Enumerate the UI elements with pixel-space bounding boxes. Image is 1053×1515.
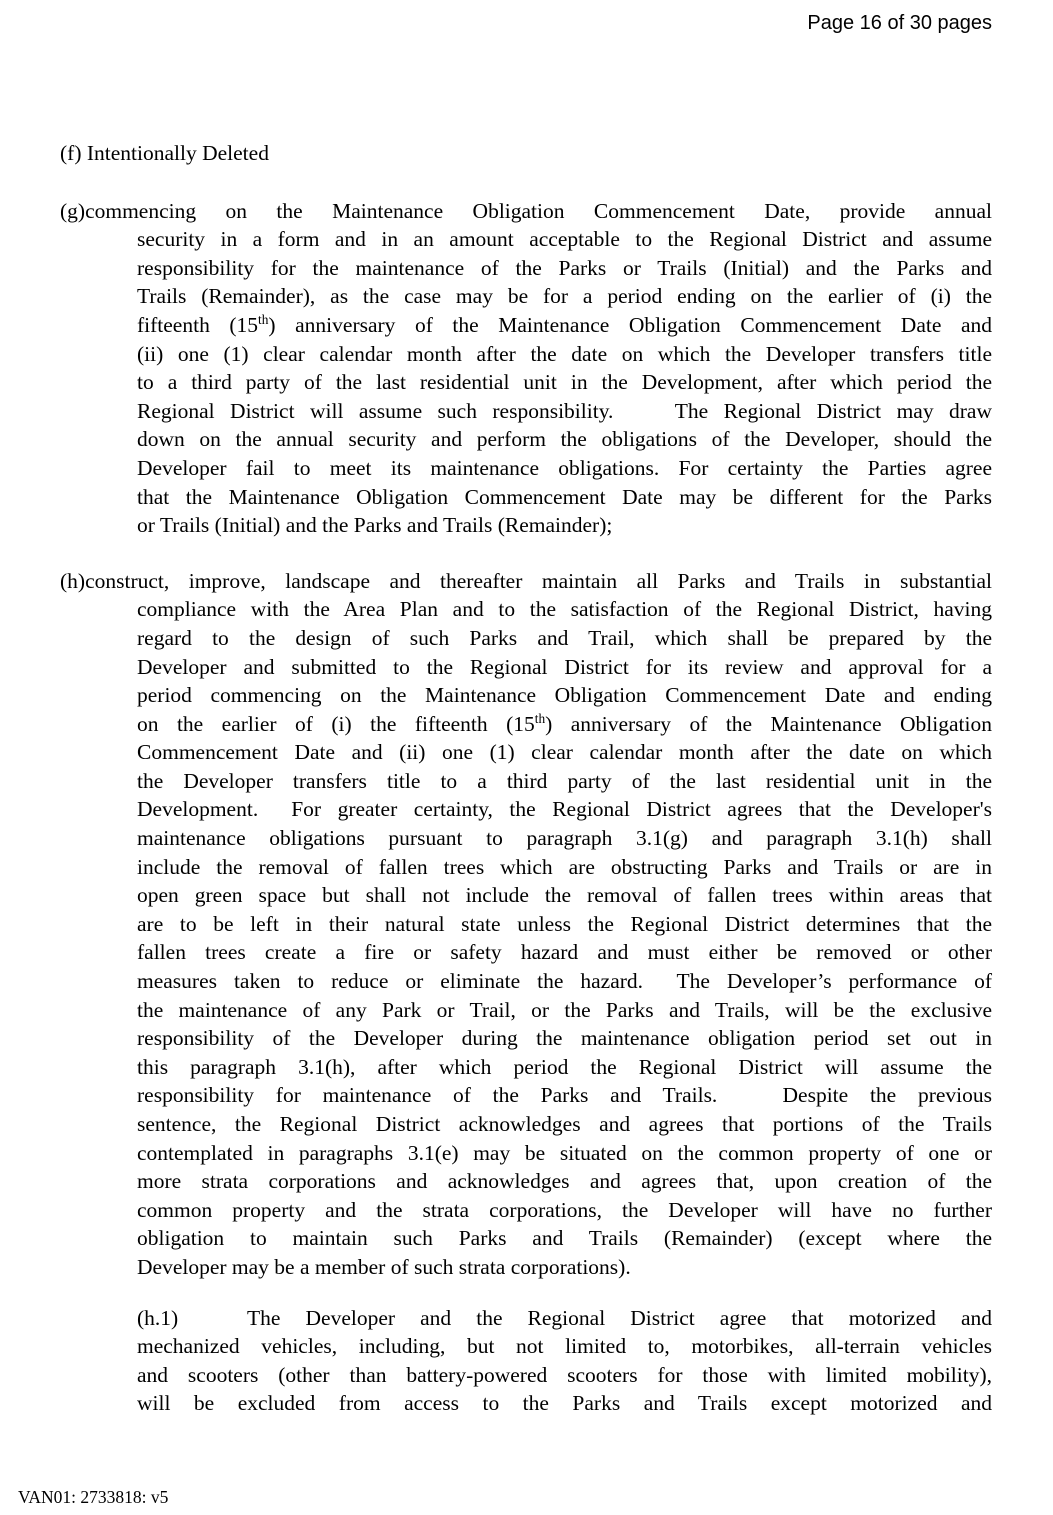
text-line: open green space but shall not include the removal of fallen trees within areas that <box>137 883 992 908</box>
text-line: Developer fail to meet its maintenance obligations. For certainty the Parties agree <box>137 455 992 480</box>
text-line: Developer and submitted to the Regional District for its review and approval for a <box>137 654 992 679</box>
text-line: Commencement Date and (ii) one (1) clear calendar month after the date on which <box>137 740 992 765</box>
text-line: that the Maintenance Obligation Commencement Date may be different for the Parks <box>137 484 992 509</box>
paragraph-h1 <box>60 1304 992 1418</box>
text-line: (ii) one (1) clear calendar month after the date on which the Developer transfers title <box>137 341 992 366</box>
page-footer <box>18 1487 168 1508</box>
text-line: common property and the strata corporations, the Developer will have no further <box>137 1197 992 1222</box>
text-line: and scooters (other than battery-powered scooters for those with limited mobility), <box>137 1362 992 1387</box>
paragraph-g <box>60 197 992 540</box>
text-line: measures taken to reduce or eliminate the hazard. The Developer’s performance of <box>137 969 992 994</box>
text-line: (f) Intentionally Deleted <box>60 141 269 165</box>
text-line: will be excluded from access to the Parks and Trails except motorized and <box>137 1391 992 1416</box>
text-line: maintenance obligations pursuant to paragraph 3.1(g) and paragraph 3.1(h) shall <box>137 826 992 851</box>
text-line: Developer may be a member of such strata corporations). <box>137 1254 631 1279</box>
text-line: this paragraph 3.1(h), after which period the Regional District will assume the <box>137 1054 992 1079</box>
text-line: on the earlier of (i) the fifteenth (15th) anniversary of the Maintenance Obligation <box>137 710 992 736</box>
paragraph-f <box>60 139 992 168</box>
text-line: compliance with the Area Plan and to the satisfaction of the Regional District, having <box>137 597 992 622</box>
paragraph-h <box>60 567 992 1282</box>
page-header <box>807 12 992 35</box>
text-line: sentence, the Regional District acknowledges and agrees that portions of the Trails <box>137 1112 992 1136</box>
page-number-label: Page 16 of 30 pages <box>807 12 992 34</box>
text-line: the Developer transfers title to a third party of the last residential unit in the <box>137 768 992 793</box>
text-line: (g)commencing on the Maintenance Obligation Commencement Date, provide annual <box>60 198 992 223</box>
text-line: include the removal of fallen trees which are obstructing Parks and Trails or are in <box>137 854 992 879</box>
text-line: period commencing on the Maintenance Obligation Commencement Date and ending <box>137 683 992 708</box>
text-line: (h)construct, improve, landscape and thereafter maintain all Parks and Trails in substantial <box>60 568 992 593</box>
text-line: are to be left in their natural state unless the Regional District determines that the <box>137 911 992 936</box>
text-line: or Trails (Initial) and the Parks and Trails (Remainder); <box>137 513 613 538</box>
text-line: down on the annual security and perform the obligations of the Developer, should the <box>137 427 992 452</box>
text-line: responsibility for the maintenance of the Parks or Trails (Initial) and the Parks and <box>137 255 992 280</box>
superscript-ordinal: th <box>534 710 546 726</box>
superscript-ordinal: th <box>258 311 269 327</box>
text-line: Regional District will assume such responsibility. The Regional District may draw <box>137 398 992 423</box>
text-line: contemplated in paragraphs 3.1(e) may be situated on the common property of one or <box>137 1140 992 1165</box>
text-line: responsibility for maintenance of the Parks and Trails. Despite the previous <box>137 1083 992 1108</box>
text-line: security in a form and in an amount acceptable to the Regional District and assume <box>137 227 992 252</box>
text-line: more strata corporations and acknowledges and agrees that, upon creation of the <box>137 1169 992 1194</box>
document-body <box>60 139 992 1418</box>
text-line: Development. For greater certainty, the Regional District agrees that the Developer's <box>137 797 992 822</box>
text-line: to a third party of the last residential unit in the Development, after which period the <box>137 370 992 395</box>
text-line: Trails (Remainder), as the case may be for a period ending on the earlier of (i) the <box>137 284 992 309</box>
text-line: fallen trees create a fire or safety hazard and must either be removed or other <box>137 940 992 965</box>
text-line: obligation to maintain such Parks and Trails (Remainder) (except where the <box>137 1226 992 1251</box>
text-line: responsibility of the Developer during the maintenance obligation period set out in <box>137 1026 992 1051</box>
subparagraph-label: (h.1) <box>137 1305 179 1330</box>
text-line: regard to the design of such Parks and Trail, which shall be prepared by the <box>137 625 992 650</box>
text-line: fifteenth (15th) anniversary of the Maintenance Obligation Commencement Date and <box>137 311 992 337</box>
document-reference: VAN01: 2733818: v5 <box>18 1487 169 1507</box>
text-line: the maintenance of any Park or Trail, or the Parks and Trails, will be the exclusive <box>137 997 992 1022</box>
text-line: mechanized vehicles, including, but not limited to, motorbikes, all-terrain vehicles <box>137 1334 992 1359</box>
text-line: (h.1) The Developer and the Regional District agree that motorized and <box>137 1304 992 1333</box>
